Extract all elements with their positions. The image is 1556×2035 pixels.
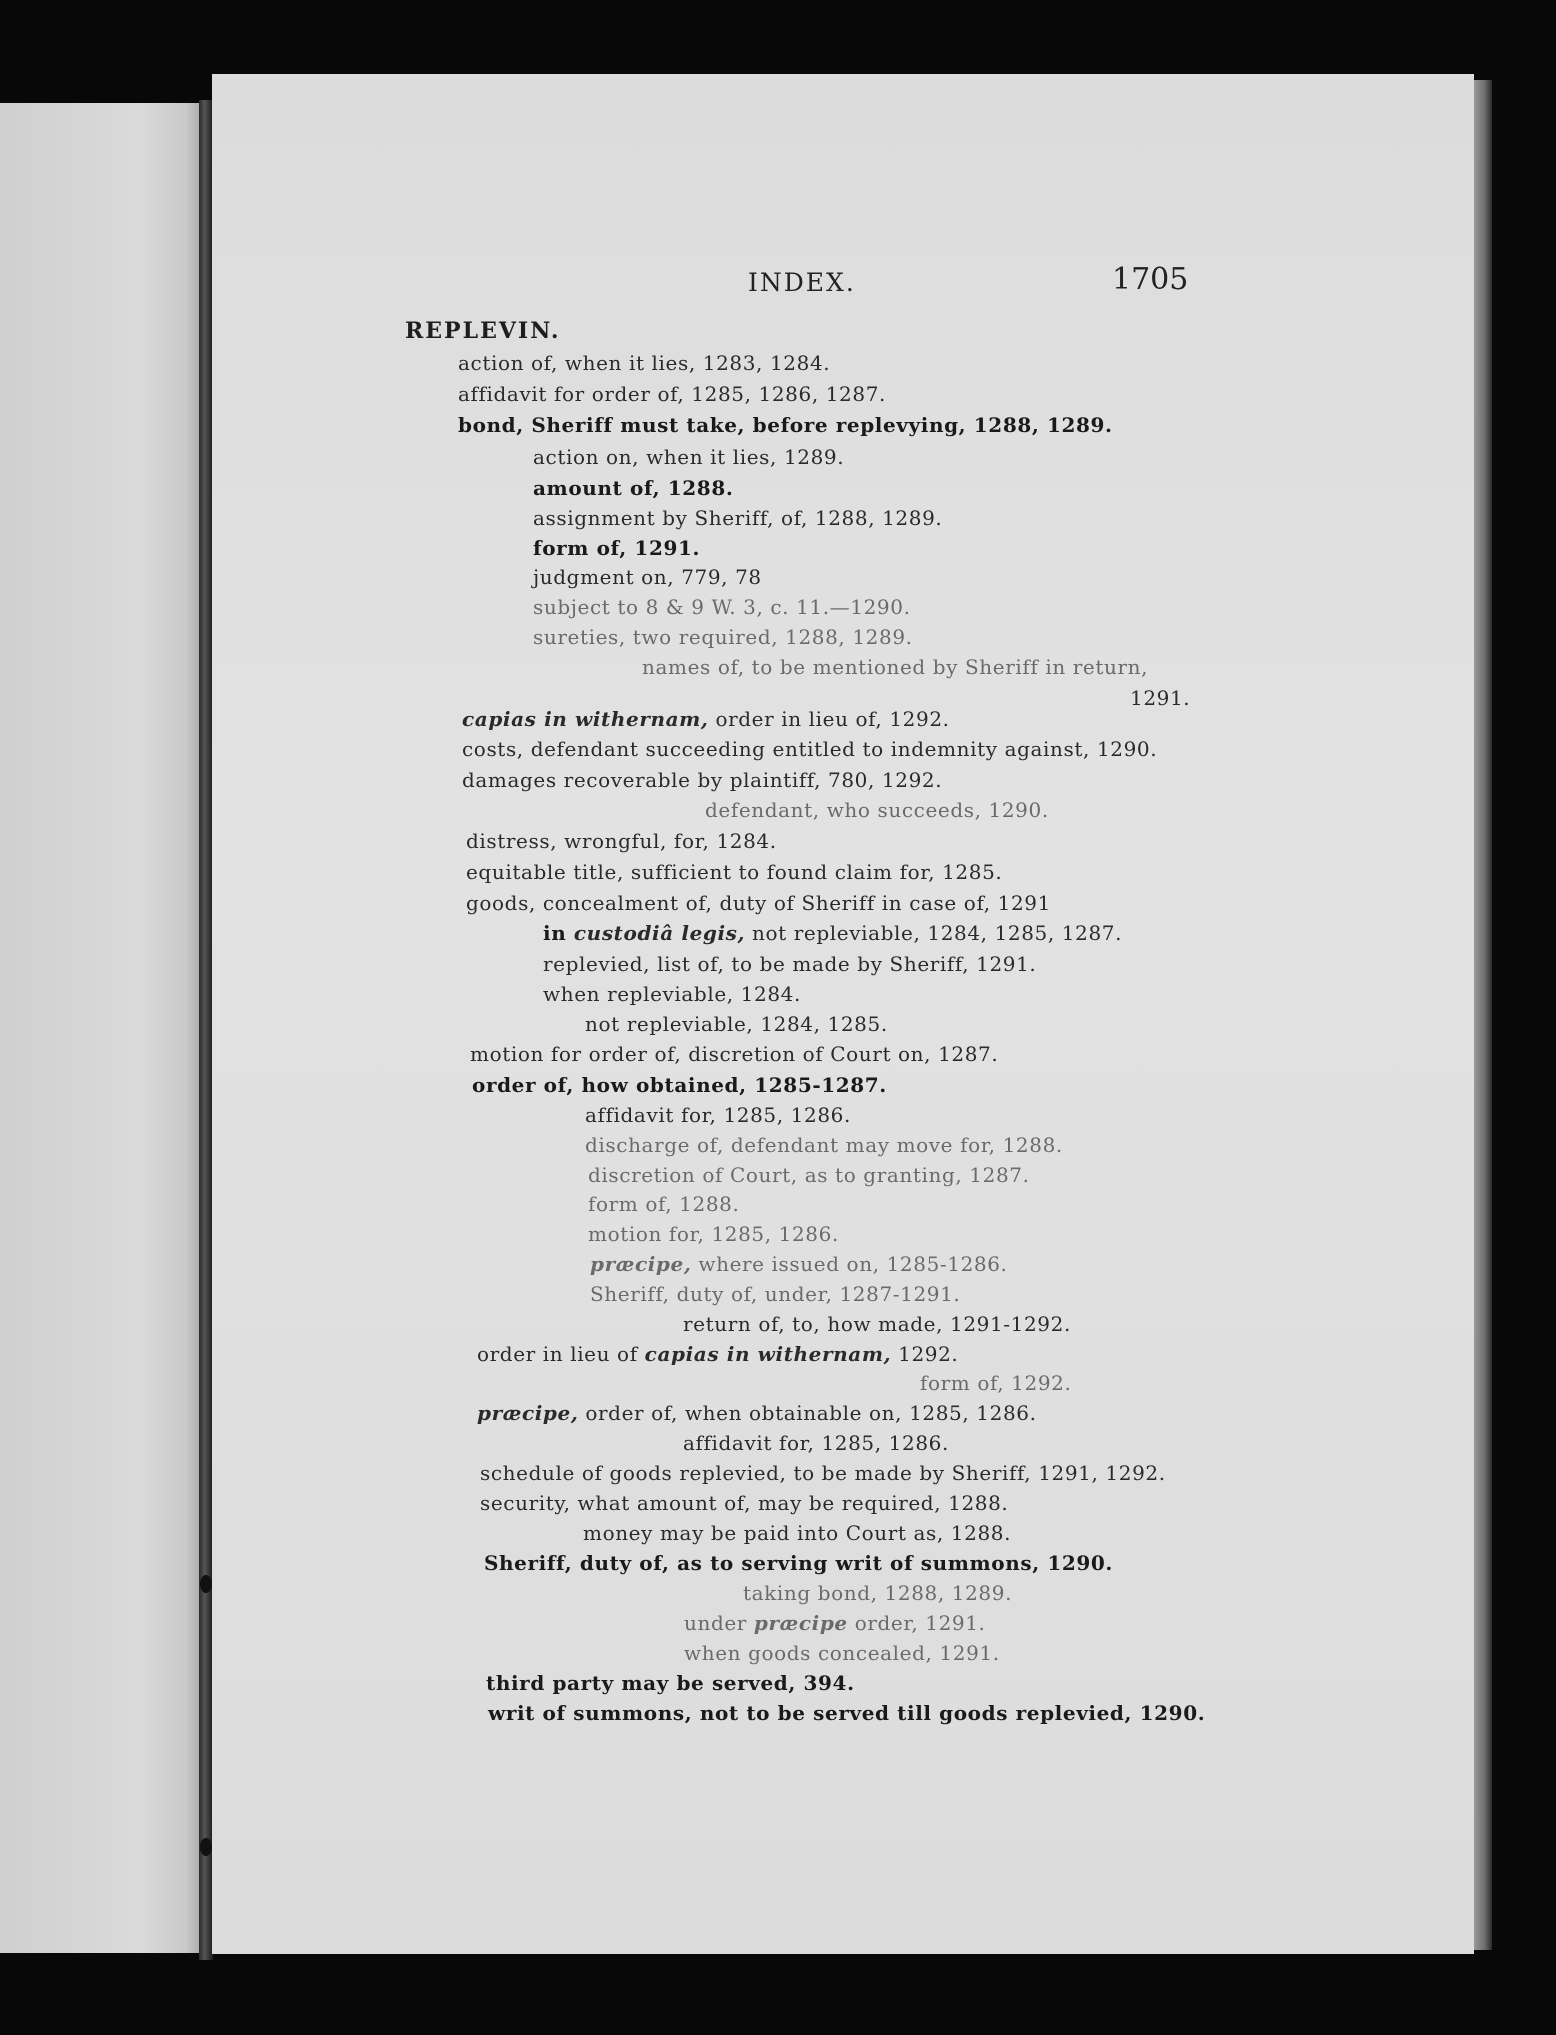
index-entry: goods, concealment of, duty of Sheriff in case of, 1291 xyxy=(466,891,1051,915)
index-subentry: action on, when it lies, 1289. xyxy=(533,445,845,469)
page-number: 1705 xyxy=(1112,262,1189,297)
index-subentry: affidavit for, 1285, 1286. xyxy=(585,1103,851,1127)
index-subentry: Sheriff, duty of, under, 1287-1291. xyxy=(590,1282,961,1306)
index-entry: affidavit for order of, 1285, 1286, 1287. xyxy=(458,382,886,406)
index-entry: order of, how obtained, 1285-1287. xyxy=(472,1073,887,1097)
index-entry: third party may be served, 394. xyxy=(486,1671,855,1695)
index-subentry: form of, 1288. xyxy=(588,1192,740,1216)
index-subentry: money may be paid into Court as, 1288. xyxy=(583,1521,1012,1545)
index-subentry: names of, to be mentioned by Sheriff in return, xyxy=(642,655,1149,679)
index-subentry: form of, 1292. xyxy=(920,1371,1072,1395)
index-subentry: affidavit for, 1285, 1286. xyxy=(683,1431,949,1455)
index-subentry: in custodiâ legis, not repleviable, 1284, 1285, 1287. xyxy=(543,921,1123,945)
index-subentry: defendant, who succeeds, 1290. xyxy=(705,798,1049,822)
index-subentry: under præcipe order, 1291. xyxy=(684,1611,986,1635)
index-entry: damages recoverable by plaintiff, 780, 1292. xyxy=(462,768,943,792)
index-entry: action of, when it lies, 1283, 1284. xyxy=(458,351,831,375)
index-entry: Sheriff, duty of, as to serving writ of summons, 1290. xyxy=(484,1551,1113,1575)
running-head: INDEX. xyxy=(748,268,856,297)
index-subentry: amount of, 1288. xyxy=(533,476,734,500)
index-subentry: when goods concealed, 1291. xyxy=(684,1641,1000,1665)
index-subentry: sureties, two required, 1288, 1289. xyxy=(533,625,913,649)
index-entry: schedule of goods replevied, to be made by Sheriff, 1291, 1292. xyxy=(480,1461,1166,1485)
index-heading: REPLEVIN. xyxy=(405,318,561,344)
index-entry: distress, wrongful, for, 1284. xyxy=(466,829,777,853)
index-entry: costs, defendant succeeding entitled to indemnity against, 1290. xyxy=(462,737,1158,761)
index-entry: bond, Sheriff must take, before replevying, 1288, 1289. xyxy=(458,413,1113,437)
index-subentry: discharge of, defendant may move for, 1288. xyxy=(585,1133,1063,1157)
index-entry: capias in withernam, order in lieu of, 1292. xyxy=(462,707,950,731)
index-subentry: præcipe, where issued on, 1285-1286. xyxy=(590,1252,1008,1276)
index-subentry: judgment on, 779, 78 xyxy=(533,565,762,589)
index-subentry: assignment by Sheriff, of, 1288, 1289. xyxy=(533,506,943,530)
index-subentry: not repleviable, 1284, 1285. xyxy=(585,1012,888,1036)
index-subentry: taking bond, 1288, 1289. xyxy=(743,1581,1013,1605)
index-entry: security, what amount of, may be required, 1288. xyxy=(480,1491,1009,1515)
index-subentry: 1291. xyxy=(1130,686,1191,710)
index-subentry: form of, 1291. xyxy=(533,536,701,560)
index-subentry: discretion of Court, as to granting, 1287. xyxy=(588,1163,1030,1187)
index-subentry: motion for, 1285, 1286. xyxy=(588,1222,839,1246)
index-entry: writ of summons, not to be served till goods replevied, 1290. xyxy=(488,1701,1206,1725)
index-entry: motion for order of, discretion of Court on, 1287. xyxy=(470,1042,999,1066)
index-subentry: when repleviable, 1284. xyxy=(543,982,801,1006)
index-entry: præcipe, order of, when obtainable on, 1285, 1286. xyxy=(477,1401,1037,1425)
index-entry: equitable title, sufficient to found claim for, 1285. xyxy=(466,860,1003,884)
index-entry: order in lieu of capias in withernam, 1292. xyxy=(477,1342,959,1366)
index-subentry: return of, to, how made, 1291-1292. xyxy=(683,1312,1071,1336)
index-subentry: replevied, list of, to be made by Sheriff, 1291. xyxy=(543,952,1037,976)
index-subentry: subject to 8 & 9 W. 3, c. 11.—1290. xyxy=(533,595,911,619)
